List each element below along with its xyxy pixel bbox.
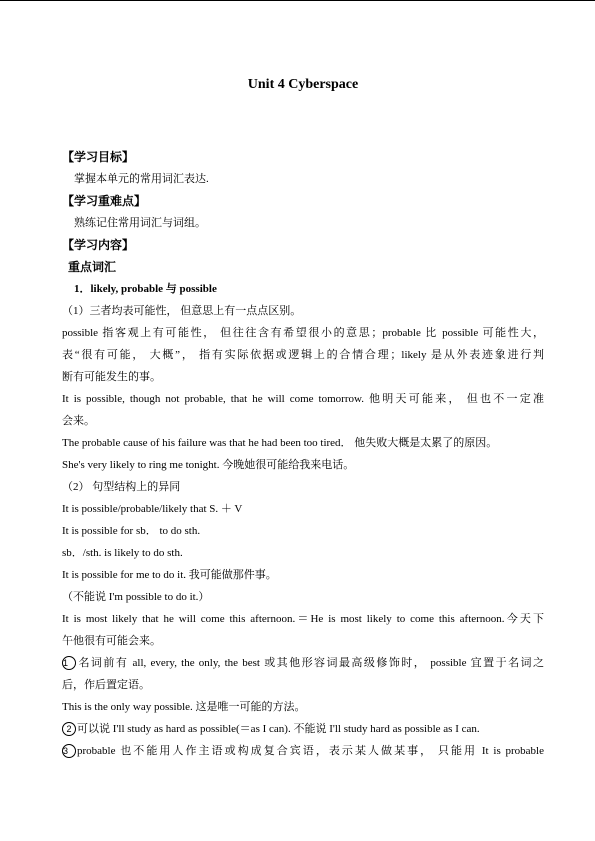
circled-number-3: 3 [62,744,76,758]
body-line: It is possible for sb． to do sth. [62,525,201,537]
body-line: She's very likely to ring me tonight. 今晚她很可能给我来电话。 [62,459,355,471]
part1-label: （1）三者均表可能性， 但意思上有一点点区别。 [62,305,302,317]
vocab-heading: 重点词汇 [68,260,117,274]
note-3 [62,740,544,762]
body-line: It is possible/probable/likely that S. ＋ V [62,503,243,515]
note-1-line1: 名词前有 all, every, the only, the best 或其他形容词最高级修饰时， possible 宜置于名词之 [77,657,544,669]
objectives-text: 掌握本单元的常用词汇表达. [74,173,209,185]
body-line: 会来。 [62,415,95,427]
objectives-heading: 【学习目标】 [62,150,135,164]
circled-number-1: 1 [62,656,76,670]
note-2-line: 可以说 I'll study as hard as possible(＝as I can). 不能说 I'll study hard as possible as I can. [77,723,480,735]
note-1-example: This is the only way possible. 这是唯一可能的方法。 [62,701,306,713]
note-3-line: probable 也不能用人作主语或构成复合宾语，表示某人做某事， 只能用 It is probable [77,745,544,757]
circled-number-2: 2 [62,722,76,736]
body-line: possible 指客观上有可能性， 但往往含有希望很小的意思；probable 比 possible 可能性大， [62,327,544,339]
body-line: （2） 句型结构上的异同 [62,481,181,493]
body-line: 断有可能发生的事。 [62,371,161,383]
body-line: sb．/sth. is likely to do sth. [62,547,183,559]
body-line: （不能说 I'm possible to do it.） [62,591,210,603]
note-2 [62,718,544,740]
document-page [62,76,544,762]
body-line: It is possible for me to do it. 我可能做那件事。 [62,569,277,581]
body-line: The probable cause of his failure was that he had been too tired． 他失败大概是太累了的原因。 [62,437,498,449]
top-border-rule [0,0,595,1]
body-line: It is possible, though not probable, that he will come tomorrow. 他明天可能来， 但也不一定准 [62,393,544,405]
body-line: 午他很有可能会来。 [62,635,161,647]
page-title: Unit 4 Cyberspace [247,77,359,92]
body-line: 表“很有可能， 大概”， 指有实际依据或逻辑上的合情合理；likely 是从外表迹象进行判 [62,349,544,361]
note-1-line2: 后，作后置定语。 [62,679,150,691]
key-points-text: 熟练记住常用词汇与词组。 [74,217,206,229]
key-points-heading: 【学习重难点】 [62,194,147,208]
body-line: It is most likely that he will come this afternoon.＝He is most likely to come this afternoon.今天下 [62,613,544,625]
item1-title: 1．likely, probable 与 possible [74,283,217,295]
note-1 [62,652,544,674]
content-heading: 【学习内容】 [62,238,135,252]
